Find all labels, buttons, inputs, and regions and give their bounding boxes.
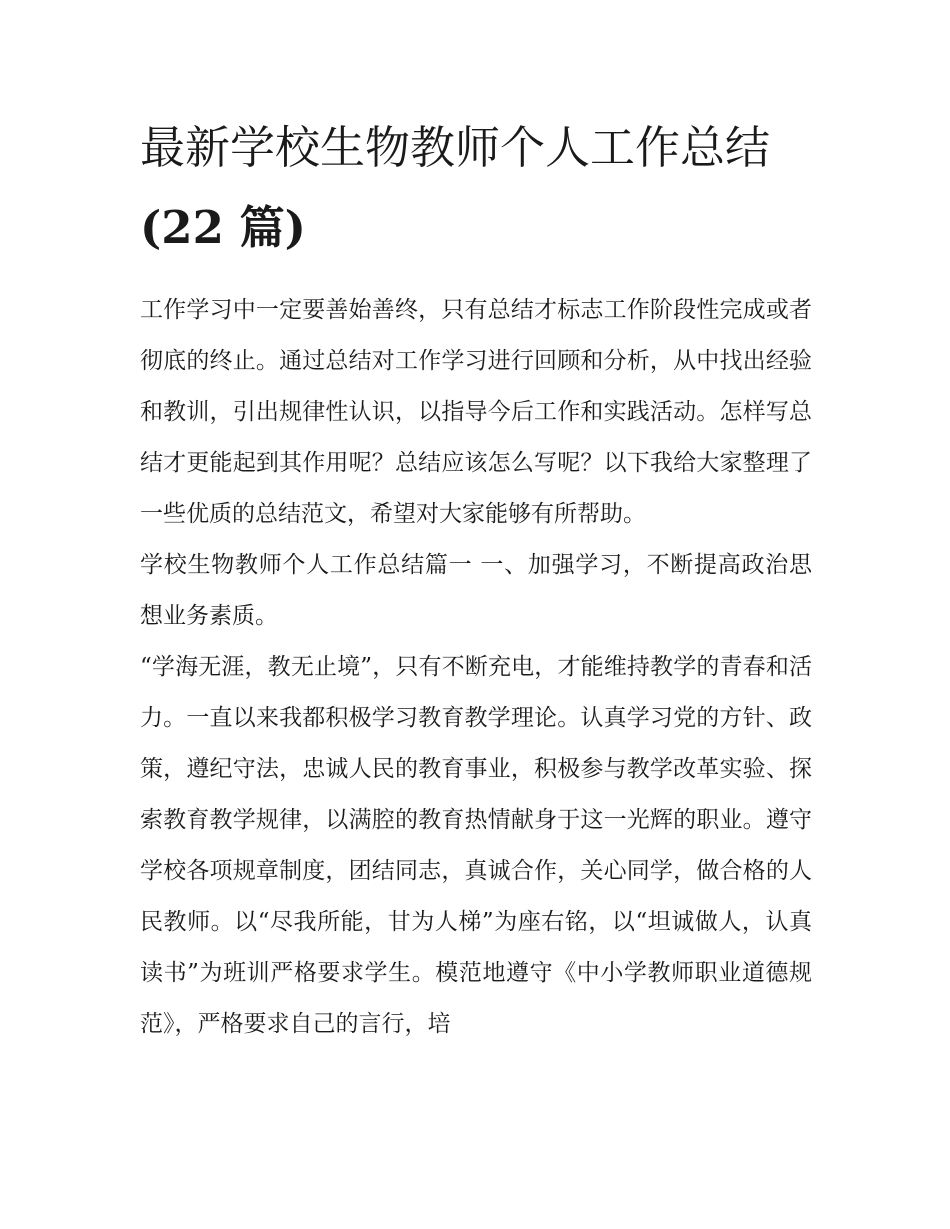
document-title	[140, 108, 812, 268]
intro-paragraph: 工作学习中一定要善始善终，只有总结才标志工作阶段性完成或者彻底的终止。通过总结对工作学习进行回顾和分析，从中找出经验和教训，引出规律性认识，以指导今后工作和实践活动。怎样写总结才更能起到其作用呢？总结应该怎么写呢？以下我给大家整理了一些优质的总结范文，希望对大家能够有所帮助。	[140, 297, 812, 527]
title-text: 最新学校生物教师个人工作总结	[140, 121, 771, 174]
section-heading: 学校生物教师个人工作总结篇一 一、加强学习，不断提高政治思想业务素质。	[140, 552, 812, 629]
title-count: (22 篇)	[140, 201, 306, 254]
body-paragraph: “学海无涯，教无止境”，只有不断充电，才能维持教学的青春和活力。一直以来我都积极学习教育教学理论。认真学习党的方针、政策，遵纪守法，忠诚人民的教育事业，积极参与教学改革实验、探索教育教学规律，以满腔的教育热情献身于这一光辉的职业。遵守学校各项规章制度，团结同志，真诚合作，关心同学，做合格的人民教师。以“尽我所能，甘为人梯”为座右铭，以“坦诚做人，认真读书”为班训严格要求学生。模范地遵守《中小学教师职业道德规范》，严格要求自己的言行，培	[140, 654, 812, 1037]
document-page	[140, 108, 812, 1050]
